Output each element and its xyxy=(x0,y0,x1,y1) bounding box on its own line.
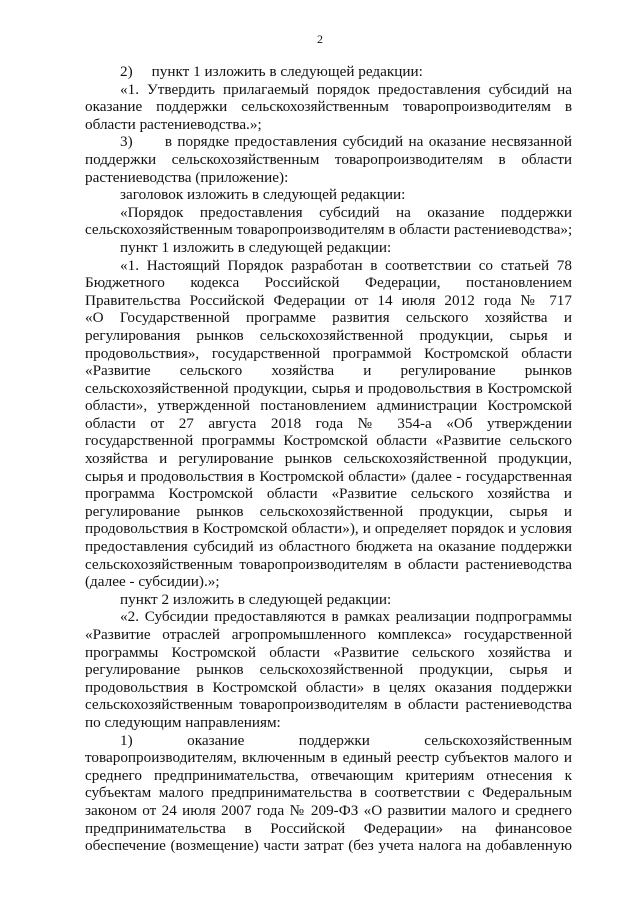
text-line: пункт 2 изложить в следующей редакции: xyxy=(120,590,392,608)
page-number: 2 xyxy=(317,32,323,46)
text-line: программа Костромской области «Развитие сельского хозяйства и xyxy=(85,485,572,503)
text-line: (далее - субсидии).»; xyxy=(85,573,220,591)
text-line: хозяйства и регулирование рынков сельскохозяйственной продукции, xyxy=(85,450,572,468)
text-line: оказание поддержки сельскохозяйственным товаропроизводителям в xyxy=(85,98,572,116)
text-line: сельскохозяйственной продукции, сырья и продовольствия в Костромской xyxy=(85,379,572,397)
text-line: «О Государственной программе развития сельского хозяйства и xyxy=(85,309,572,327)
text-line: «Развитие отраслей агропромышленного комплекса» государственной xyxy=(85,626,572,643)
text-line: заголовок изложить в следующей редакции: xyxy=(120,186,406,204)
text-line: 1) оказание поддержки сельскохозяйственным xyxy=(120,731,572,749)
text-line: продовольствия», государственной программой Костромской области xyxy=(85,344,572,362)
text-line: пункт 1 изложить в следующей редакции: xyxy=(120,238,392,256)
text-line: «Развитие сельского хозяйства и регулирование рынков xyxy=(85,362,572,380)
text-line: регулирования рынков сельскохозяйственной продукции, сырья и xyxy=(85,326,572,344)
text-line: растениеводства (приложение): xyxy=(85,168,289,186)
text-line: сельскохозяйственным товаропроизводителям в области растениеводства xyxy=(85,555,572,573)
text-line: поддержки сельскохозяйственным товаропроизводителям в области xyxy=(85,150,572,168)
text-line: 3) в порядке предоставления субсидий на оказание несвязанной xyxy=(120,133,572,151)
text-line: области от 27 августа 2018 года № 354-а «Об утверждении xyxy=(85,414,572,432)
text-line: по следующим направлениям: xyxy=(85,713,281,731)
text-line: предпринимательства в Российской Федерации» на финансовое xyxy=(85,819,572,837)
text-line: «1. Утвердить прилагаемый порядок предоставления субсидий на xyxy=(120,80,572,98)
text-line: 2) пункт 1 изложить в следующей редакции: xyxy=(120,63,423,80)
text-line: товаропроизводителям, включенным в единый реестр субъектов малого и xyxy=(85,749,572,767)
text-line: предоставления субсидий из областного бюджета на оказание поддержки xyxy=(85,538,572,556)
text-line: продовольствия в Костромской области» в целях оказания поддержки xyxy=(85,678,572,696)
text-line: области растениеводства.»; xyxy=(85,115,262,133)
text-line: законом от 24 июля 2007 года № 209-ФЗ «О развитии малого и среднего xyxy=(85,801,572,819)
text-line: «2. Субсидии предоставляются в рамках реализации подпрограммы xyxy=(120,608,572,626)
text-line: продовольствия в Костромской области»), и определяет порядок и условия xyxy=(85,520,572,538)
text-line: программы Костромской области «Развитие сельского хозяйства и xyxy=(85,643,572,661)
text-line: среднего предпринимательства, отвечающим критериям отнесения к xyxy=(85,766,572,784)
text-line: «1. Настоящий Порядок разработан в соответствии со статьей 78 xyxy=(120,256,572,274)
text-line: сельскохозяйственным товаропроизводителям в области растениеводства»; xyxy=(85,221,573,239)
text-line: «Порядок предоставления субсидий на оказание поддержки xyxy=(120,203,572,221)
text-line: Бюджетного кодекса Российской Федерации, постановлением xyxy=(85,274,572,292)
text-line: субъектам малого предпринимательства в соответствии с Федеральным xyxy=(85,784,572,802)
text-line: области», утвержденной постановлением администрации Костромской xyxy=(85,397,572,415)
text-line: регулирование рынков сельскохозяйственной продукции, сырья и xyxy=(85,502,572,520)
text-line: регулирование рынков сельскохозяйственной продукции, сырья и xyxy=(85,661,572,679)
text-line: Правительства Российской Федерации от 14 июля 2012 года № 717 xyxy=(85,291,572,309)
text-line: государственной программы Костромской области «Развитие сельского xyxy=(85,432,572,450)
text-line: сельскохозяйственным товаропроизводителям в области растениеводства xyxy=(85,696,572,714)
document-body xyxy=(85,63,572,855)
text-line: сырья и продовольствия в Костромской области» (далее - государственная xyxy=(85,467,572,485)
text-line: обеспечение (возмещение) части затрат (без учета налога на добавленную xyxy=(85,837,572,855)
